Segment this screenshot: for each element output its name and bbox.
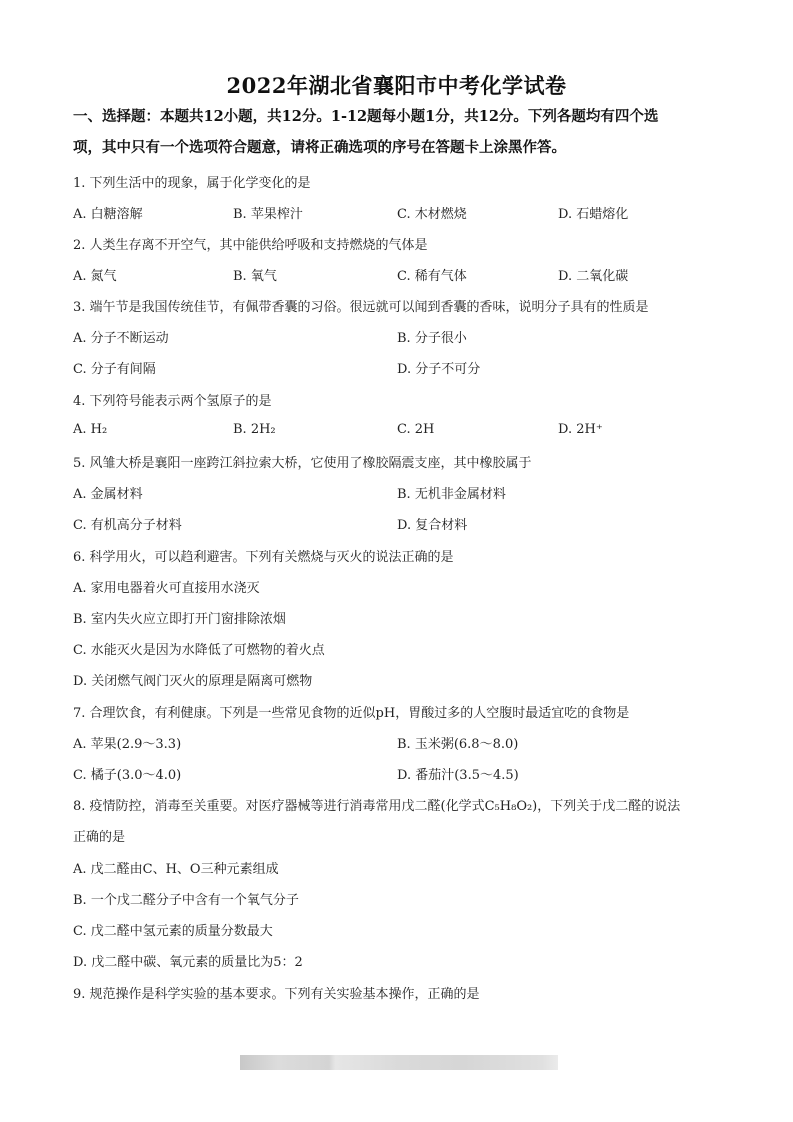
q2-option-c: C. 稀有气体 — [397, 269, 467, 284]
q4-option-a: A. H₂ — [73, 422, 108, 437]
question-1-stem: 1. 下列生活中的现象，属于化学变化的是 — [73, 176, 311, 191]
q6-option-b: B. 室内失火应立即打开门窗排除浓烟 — [73, 612, 286, 627]
blurred-footer-watermark — [240, 1055, 558, 1070]
q1-option-b: B. 苹果榨汁 — [233, 207, 303, 222]
q8-option-b: B. 一个戊二醛分子中含有一个氧气分子 — [73, 893, 299, 908]
q1-option-d: D. 石蜡熔化 — [558, 207, 629, 222]
q4-option-b: B. 2H₂ — [233, 422, 276, 437]
q1-option-a: A. 白糖溶解 — [73, 207, 143, 222]
question-9-stem: 9. 规范操作是科学实验的基本要求。下列有关实验基本操作，正确的是 — [73, 987, 480, 1002]
section-heading-line-2: 项，其中只有一个选项符合题意，请将正确选项的序号在答题卡上涂黑作答。 — [73, 139, 566, 156]
q8-option-c: C. 戊二醛中氢元素的质量分数最大 — [73, 924, 273, 939]
q5-option-b: B. 无机非金属材料 — [397, 487, 506, 502]
q2-option-d: D. 二氧化碳 — [558, 269, 629, 284]
q4-option-d: D. 2H⁺ — [558, 422, 603, 437]
q2-option-b: B. 氧气 — [233, 269, 277, 284]
question-6-stem: 6. 科学用火，可以趋利避害。下列有关燃烧与灭火的说法正确的是 — [73, 550, 454, 565]
q5-option-c: C. 有机高分子材料 — [73, 518, 182, 533]
q3-option-a: A. 分子不断运动 — [73, 331, 169, 346]
q5-option-a: A. 金属材料 — [73, 487, 143, 502]
question-2-stem: 2. 人类生存离不开空气，其中能供给呼吸和支持燃烧的气体是 — [73, 238, 428, 253]
q1-option-c: C. 木材燃烧 — [397, 207, 467, 222]
q2-option-a: A. 氮气 — [73, 269, 117, 284]
section-heading-line-1: 一、选择题：本题共12小题，共12分。1-12题每小题1分，共12分。下列各题均有四个选 — [73, 108, 659, 125]
question-4-stem: 4. 下列符号能表示两个氢原子的是 — [73, 394, 272, 409]
question-7-stem: 7. 合理饮食，有利健康。下列是一些常见食物的近似pH，胃酸过多的人空腹时最适宜吃的食物是 — [73, 706, 630, 721]
q6-option-c: C. 水能灭火是因为水降低了可燃物的着火点 — [73, 643, 325, 658]
q8-option-d: D. 戊二醛中碳、氧元素的质量比为5：2 — [73, 955, 303, 970]
q8-option-a: A. 戊二醛由C、H、O三种元素组成 — [73, 862, 279, 877]
q6-option-d: D. 关闭燃气阀门灭火的原理是隔离可燃物 — [73, 674, 313, 689]
q7-option-b: B. 玉米粥(6.8～8.0) — [397, 737, 519, 752]
q3-option-d: D. 分子不可分 — [397, 362, 481, 377]
q3-option-c: C. 分子有间隔 — [73, 362, 156, 377]
q7-option-c: C. 橘子(3.0～4.0) — [73, 768, 182, 783]
question-5-stem: 5. 风雏大桥是襄阳一座跨江斜拉索大桥，它使用了橡胶隔震支座，其中橡胶属于 — [73, 456, 532, 471]
q4-option-c: C. 2H — [397, 422, 435, 437]
question-3-stem: 3. 端午节是我国传统佳节，有佩带香囊的习俗。很远就可以闻到香囊的香味，说明分子具有的性质是 — [73, 300, 649, 315]
question-8-stem: 8. 疫情防控，消毒至关重要。对医疗器械等进行消毒常用戊二醛(化学式C₅H₈O₂)，下列关于戊二醛的说法 — [73, 799, 681, 814]
q7-option-d: D. 番茄汁(3.5～4.5) — [397, 768, 519, 783]
q3-option-b: B. 分子很小 — [397, 331, 467, 346]
q5-option-d: D. 复合材料 — [397, 518, 468, 533]
page-title: 2022年湖北省襄阳市中考化学试卷 — [226, 73, 567, 98]
q6-option-a: A. 家用电器着火可直接用水浇灭 — [73, 581, 260, 596]
question-8-stem-continued: 正确的是 — [73, 830, 126, 845]
q7-option-a: A. 苹果(2.9～3.3) — [73, 737, 182, 752]
